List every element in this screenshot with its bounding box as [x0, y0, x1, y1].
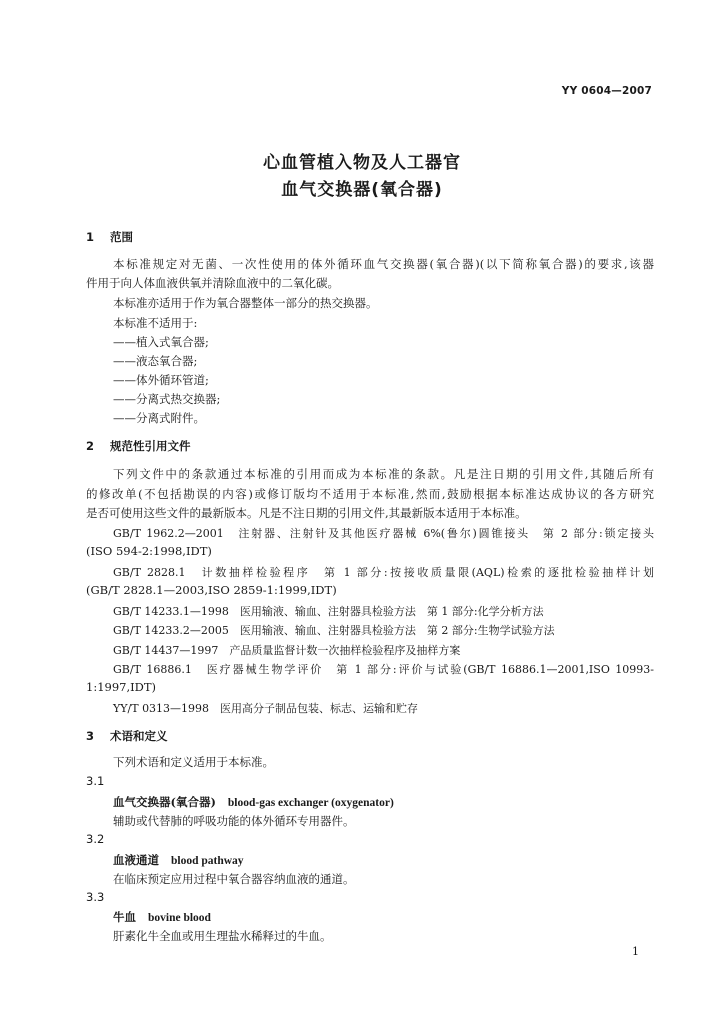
term-zh: 血气交换器(氧合器) [113, 795, 216, 809]
term-zh: 牛血 [113, 910, 136, 924]
term-number: 3.2 [86, 832, 105, 846]
reference-item: 1:1997,IDT) [86, 680, 157, 694]
term-definition: 在临床预定应用过程中氧合器容纳血液的通道。 [113, 872, 355, 886]
section-title: 规范性引用文件 [110, 439, 191, 453]
document-title-line2: 血气交换器(氧合器) [281, 180, 443, 200]
reference-item: YY/T 0313—1998 医用高分子制品包装、标志、运输和贮存 [113, 702, 419, 715]
term-zh: 血液通道 [113, 853, 159, 867]
paragraph-line: 是否可使用这些文件的最新版本。凡是不注日期的引用文件,其最新版本适用于本标准。 [86, 506, 527, 520]
term-en: blood pathway [171, 855, 244, 867]
reference-item: (ISO 594-2:1998,IDT) [86, 544, 212, 558]
term-heading [113, 852, 244, 868]
document-title-line1: 心血管植入物及人工器官 [263, 153, 461, 173]
section-number: 2 [86, 439, 95, 453]
term-heading [113, 909, 211, 925]
term-definition: 肝素化牛全血或用生理盐水稀释过的牛血。 [113, 929, 332, 943]
term-heading [113, 794, 394, 810]
list-item: ——液态氧合器; [113, 354, 198, 368]
list-item: ——分离式热交换器; [113, 392, 221, 406]
paragraph-line: 本标准规定对无菌、一次性使用的体外循环血气交换器(氧合器)(以下简称氧合器)的要求,该器 [113, 257, 654, 271]
reference-item: GB/T 14233.2—2005 医用输液、输血、注射器具检验方法 第 2 部分:生物学试验方法 [113, 624, 555, 637]
term-en: blood-gas exchanger (oxygenator) [227, 797, 394, 809]
paragraph-line: 本标准亦适用于作为氧合器整体一部分的热交换器。 [113, 296, 378, 310]
section-number: 1 [86, 230, 95, 244]
paragraph-line: 件用于向人体血液供氧并清除血液中的二氧化碳。 [86, 276, 339, 290]
term-number: 3.3 [86, 890, 105, 904]
section-title: 范围 [110, 230, 133, 244]
list-item: ——分离式附件。 [113, 411, 205, 425]
paragraph-line: 的修改单(不包括勘误的内容)或修订版均不适用于本标准,然而,鼓励根据本标准达成协议的各方研究 [86, 487, 654, 501]
reference-item: GB/T 14437—1997 产品质量监督计数一次抽样检验程序及抽样方案 [113, 644, 461, 657]
reference-item: GB/T 16886.1 医疗器械生物学评价 第 1 部分:评价与试验(GB/T 16886.1—2001,ISO 10993- [113, 663, 654, 676]
section-number: 3 [86, 729, 95, 743]
list-item: ——体外循环管道; [113, 373, 209, 387]
term-definition: 辅助或代替肺的呼吸功能的体外循环专用器件。 [113, 814, 355, 828]
reference-item: GB/T 2828.1 计数抽样检验程序 第 1 部分:按接收质量限(AQL)检索的逐批检验抽样计划 [113, 566, 654, 579]
section-heading-normative-references [86, 438, 191, 454]
section-heading-scope [86, 229, 133, 245]
paragraph-line: 本标准不适用于: [113, 316, 198, 330]
reference-item: GB/T 14233.1—1998 医用输液、输血、注射器具检验方法 第 1 部分:化学分析方法 [113, 605, 544, 618]
term-number: 3.1 [86, 774, 105, 788]
standard-code: YY 0604—2007 [561, 85, 652, 97]
reference-item: (GB/T 2828.1—2003,ISO 2859-1:1999,IDT) [86, 583, 337, 597]
section-heading-terms-definitions [86, 728, 168, 744]
reference-item: GB/T 1962.2—2001 注射器、注射针及其他医疗器械 6%(鲁尔)圆锥接头 第 2 部分:锁定接头 [113, 527, 654, 540]
paragraph-line: 下列文件中的条款通过本标准的引用而成为本标准的条款。凡是注日期的引用文件,其随后所有 [113, 467, 654, 481]
paragraph-line: 下列术语和定义适用于本标准。 [113, 755, 274, 769]
section-title: 术语和定义 [110, 729, 168, 743]
list-item: ——植入式氧合器; [113, 335, 209, 349]
page-number: 1 [632, 945, 639, 958]
term-en: bovine blood [148, 912, 211, 924]
